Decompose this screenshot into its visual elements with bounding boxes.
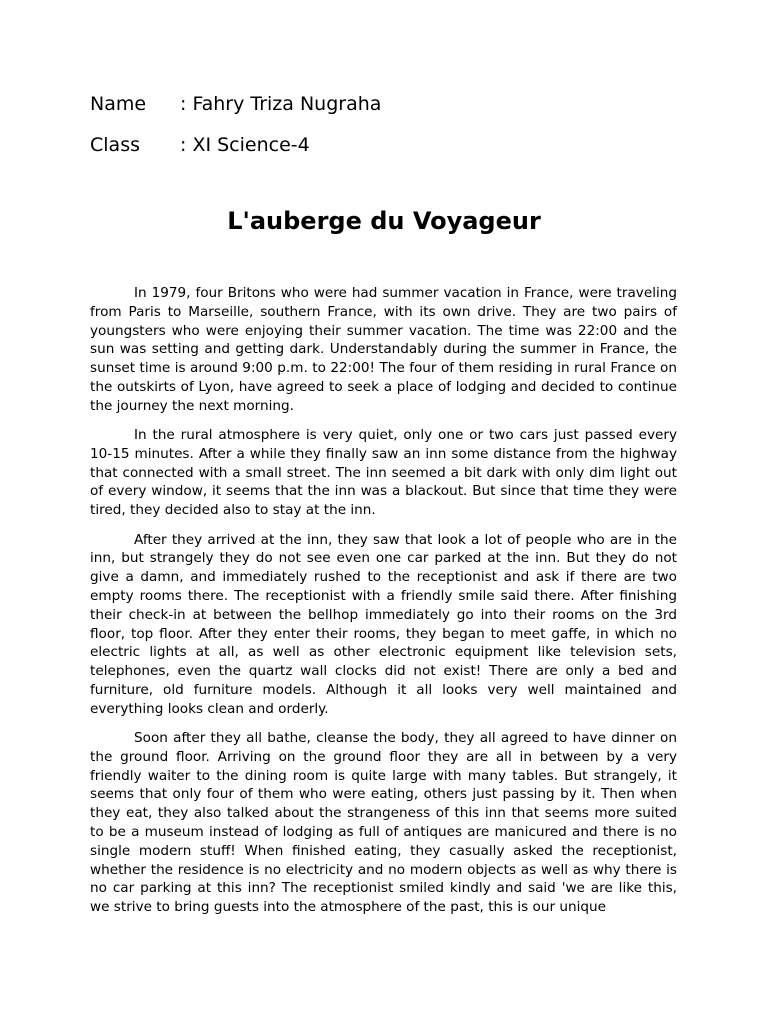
paragraph-1: In 1979, four Britons who were had summer vacation in France, were traveling from Paris to Marseille, southern France, with its own drive. They are two pairs of youngsters who were enjoying their summer vacation. The time was 22:00 and the sun was setting and getting dark. Understandably during the summer in France, the sunset time is around 9:00 p.m. to 22:00! The four of them residing in rural France on the outskirts of Lyon, have agreed to seek a place of lodging and decided to continue the journey the next morning. xyxy=(90,285,677,414)
paragraph-2: In the rural atmosphere is very quiet, only one or two cars just passed every 10-15 minutes. After a while they finally saw an inn some distance from the highway that connected with a small street. The inn seemed a bit dark with only dim light out of every window, it seems that the inn was a blackout. But since that time they were tired, they decided also to stay at the inn. xyxy=(90,427,677,519)
name-label: Name xyxy=(90,93,147,115)
class-row xyxy=(90,133,310,157)
paragraph-3: After they arrived at the inn, they saw that look a lot of people who are in the inn, but strangely they do not see even one car parked at the inn. But they do not give a damn, and immediately rushed to the receptionist and ask if there are two empty rooms there. The receptionist with a friendly smile said there. After finishing their check-in at between the bellhop immediately go into their rooms on the 3rd floor, top floor. After they enter their rooms, they began to meet gaffe, in which no electric lights at all, as well as other electronic equipment like television sets, telephones, even the quartz wall clocks did not exist! There are only a bed and furniture, old furniture models. Although it all looks very well maintained and everything looks clean and orderly. xyxy=(90,531,677,717)
document-title: L'auberge du Voyageur xyxy=(227,207,541,235)
story-body xyxy=(90,284,677,928)
class-label: Class xyxy=(90,134,140,156)
name-value: : Fahry Triza Nugraha xyxy=(180,93,382,115)
class-value: : XI Science-4 xyxy=(180,134,310,156)
name-row xyxy=(90,92,381,116)
paragraph-4: Soon after they all bathe, cleanse the body, they all agreed to have dinner on the ground floor. Arriving on the ground floor they are all in between by a very friendly waiter to the dining room is quite large with many tables. But strangely, it seems that only four of them who were eating, others just passing by it. Then when they eat, they also talked about the strangeness of this inn that seems more suited to be a museum instead of lodging as full of antiques are manicured and there is no single modern stuff! When finished eating, they casually asked the receptionist, whether the residence is no electricity and no modern objects as well as why there is no car parking at this inn? The receptionist smiled kindly and said 'we are like this, we strive to bring guests into the atmosphere of the past, this is our unique xyxy=(90,730,677,916)
